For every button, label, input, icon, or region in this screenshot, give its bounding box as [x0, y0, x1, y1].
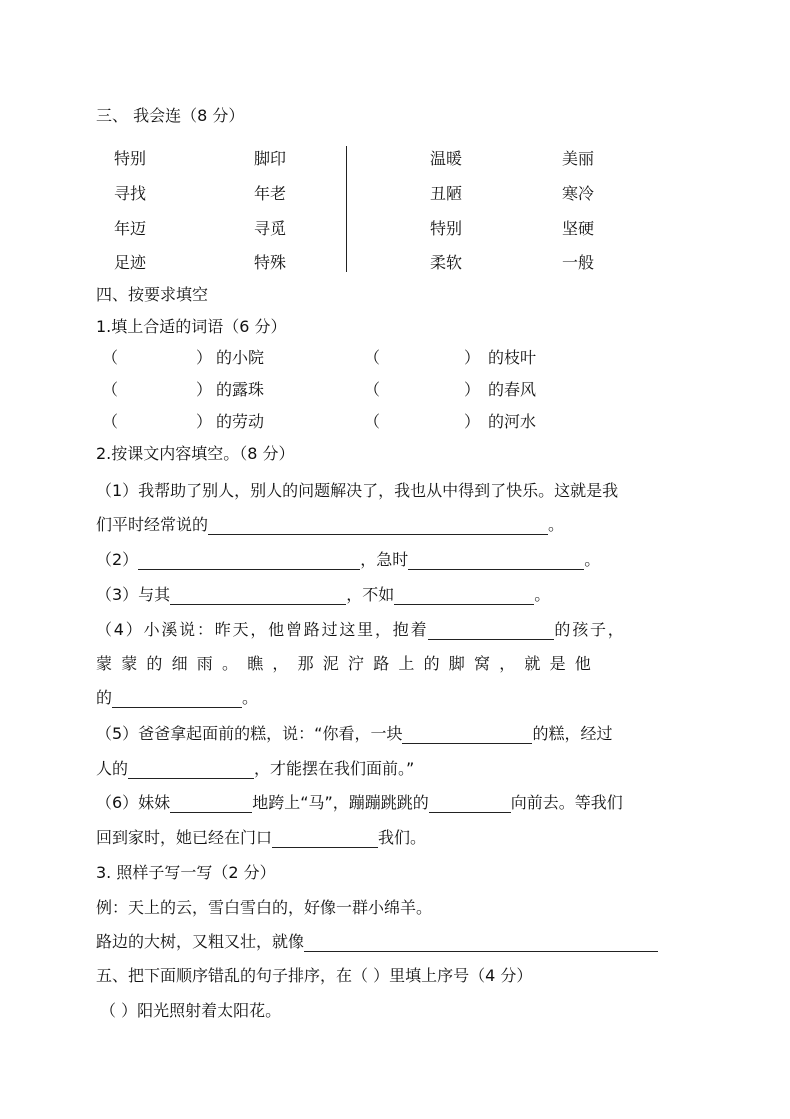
match-left-b-4: 特殊	[254, 253, 287, 272]
match-left-a-2: 寻找	[114, 184, 147, 203]
q3-title: 3. 照样子写一写（2 分）	[96, 863, 276, 882]
answer-blank[interactable]	[112, 690, 242, 708]
answer-blank[interactable]	[128, 761, 254, 779]
q1-open-paren: （	[364, 412, 381, 431]
q2-item6-line1: （6）妹妹 地跨上“马”，蹦蹦跳跳的 向前去。等我们	[96, 793, 623, 812]
q1-title: 1.填上合适的词语（6 分）	[96, 317, 287, 336]
match-right-a-4: 柔软	[430, 253, 463, 272]
match-right-a-3: 特别	[430, 219, 463, 238]
q1-close-paren: ）	[464, 380, 481, 399]
match-left-b-2: 年老	[254, 184, 287, 203]
answer-blank[interactable]	[170, 795, 252, 813]
answer-blank[interactable]	[428, 622, 554, 640]
q1-open-paren: （	[364, 348, 381, 367]
q1-left-word: 的露珠	[216, 380, 265, 399]
q2-item3: （3）与其 ，不如 。	[96, 585, 551, 604]
answer-blank[interactable]	[429, 795, 511, 813]
q1-open-paren: （	[102, 412, 119, 431]
q2-item1-line2: 们平时经常说的 。	[96, 515, 565, 534]
q2-item5-line2: 人的 ，才能摆在我们面前。”	[96, 759, 415, 778]
answer-blank[interactable]	[394, 587, 534, 605]
q1-close-paren: ）	[464, 412, 481, 431]
q1-open-paren: （	[102, 348, 119, 367]
q2-title: 2.按课文内容填空。（8 分）	[96, 444, 295, 463]
answer-blank[interactable]	[304, 934, 658, 952]
answer-blank[interactable]	[408, 552, 584, 570]
q2-item4-line3: 的 。	[96, 688, 259, 707]
match-right-b-3: 坚硬	[562, 219, 595, 238]
q2-item6-line2: 回到家时，她已经在门口 我们。	[96, 828, 427, 847]
q2-item4-line2: 蒙蒙的细雨。瞧，那泥泞路上的脚窝，就是他	[96, 654, 601, 673]
section4-title: 四、按要求填空	[96, 285, 209, 304]
q1-close-paren: ）	[464, 348, 481, 367]
column-divider	[346, 146, 347, 272]
q2-item1-line1: （1）我帮助了别人，别人的问题解决了，我也从中得到了快乐。这就是我	[96, 481, 619, 500]
section3-title: 三、 我会连（8 分）	[96, 106, 245, 125]
match-right-b-4: 一般	[562, 253, 595, 272]
answer-blank[interactable]	[272, 830, 378, 848]
answer-blank[interactable]	[138, 552, 360, 570]
q1-right-word: 的春风	[488, 380, 537, 399]
match-right-b-2: 寒冷	[562, 184, 595, 203]
q1-close-paren: ）	[196, 412, 213, 431]
section5-title: 五、把下面顺序错乱的句子排序，在（ ）里填上序号（4 分）	[96, 966, 533, 985]
q3-example: 例：天上的云，雪白雪白的，好像一群小绵羊。	[96, 898, 433, 917]
answer-blank[interactable]	[402, 726, 532, 744]
q1-left-word: 的劳动	[216, 412, 265, 431]
q2-item2: （2） ，急时 。	[96, 550, 601, 569]
answer-blank[interactable]	[208, 517, 548, 535]
q3-prompt: 路边的大树，又粗又壮，就像	[96, 932, 658, 952]
match-right-b-1: 美丽	[562, 149, 595, 168]
q1-right-word: 的枝叶	[488, 348, 537, 367]
q1-right-word: 的河水	[488, 412, 537, 431]
q1-open-paren: （	[364, 380, 381, 399]
q2-item4-line1: （4）小溪说：昨天，他曾路过这里，抱着 的孩子，	[96, 620, 626, 639]
q1-close-paren: ）	[196, 348, 213, 367]
match-right-a-2: 丑陋	[430, 184, 463, 203]
q2-item5-line1: （5）爸爸拿起面前的糕，说：“你看，一块 的糕，经过	[96, 724, 613, 743]
q1-open-paren: （	[102, 380, 119, 399]
match-left-a-3: 年迈	[114, 219, 147, 238]
q1-close-paren: ）	[196, 380, 213, 399]
match-left-a-4: 足迹	[114, 253, 147, 272]
sentence-item: （ ）阳光照射着太阳花。	[100, 1001, 282, 1020]
match-right-a-1: 温暖	[430, 149, 463, 168]
match-left-b-3: 寻觅	[254, 219, 287, 238]
match-left-b-1: 脚印	[254, 149, 287, 168]
answer-blank[interactable]	[170, 587, 346, 605]
match-left-a-1: 特别	[114, 149, 147, 168]
q1-left-word: 的小院	[216, 348, 265, 367]
